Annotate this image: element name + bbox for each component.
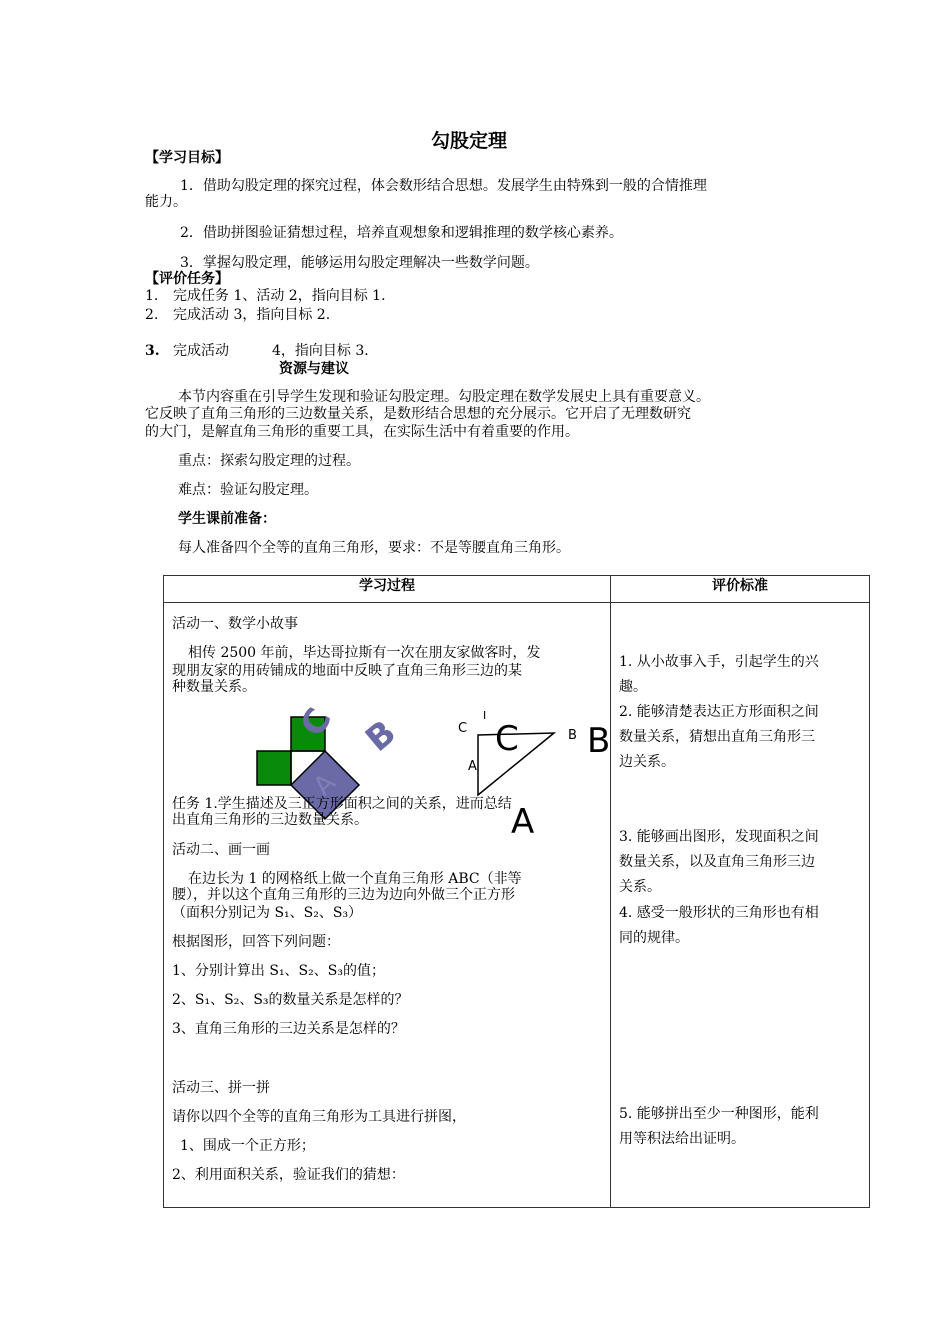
task-2-text: 完成活动 3，指向目标 2. bbox=[173, 307, 331, 323]
goals-heading: 【学习目标】 bbox=[145, 150, 229, 166]
task1-line1: 任务 1.学生描述及三正方形面积之间的关系，进而总结 bbox=[172, 796, 512, 812]
tasks-heading: 【评价任务】 bbox=[145, 271, 229, 287]
page-title: 勾股定理 bbox=[431, 130, 508, 152]
question-2: 2、S₁、S₂、S₃的数量关系是怎样的？ bbox=[172, 992, 409, 1008]
goal-2: 2．借助拼图验证猜想过程，培养直观想象和逻辑推理的数学核心素养。 bbox=[180, 225, 623, 241]
label-c-tri: C bbox=[495, 719, 519, 759]
criteria-2-line1: 2. 能够清楚表达正方形面积之间 bbox=[619, 704, 819, 720]
tick-mark: I bbox=[483, 709, 487, 722]
prep-heading: 学生课前准备： bbox=[178, 511, 276, 527]
green-square-left bbox=[257, 751, 291, 785]
draw-line3: （面积分别记为 S₁、S₂、S₃） bbox=[172, 905, 363, 921]
activity1-title: 活动一、数学小故事 bbox=[172, 616, 298, 632]
criteria-5-line1: 5. 能够拼出至少一种图形，能利 bbox=[619, 1106, 819, 1122]
criteria-5-line2: 用等积法给出证明。 bbox=[619, 1131, 745, 1147]
prep-text: 每人准备四个全等的直角三角形，要求：不是等腰直角三角形。 bbox=[178, 540, 570, 556]
col-header-criteria: 评价标准 bbox=[611, 576, 870, 603]
story-line1: 相传 2500 年前，毕达哥拉斯有一次在朋友家做客时，发 bbox=[188, 645, 541, 661]
draw-line1: 在边长为 1 的网格纸上做一个直角三角形 ABC（非等 bbox=[188, 871, 522, 887]
label-c-big: C bbox=[292, 701, 340, 744]
task-2-num: 2. bbox=[145, 307, 159, 323]
label-a-bottom: A bbox=[511, 802, 535, 840]
activity3-title: 活动三、拼一拼 bbox=[172, 1080, 270, 1096]
task-3-text-a: 完成活动 bbox=[173, 343, 229, 359]
difficulty: 难点：验证勾股定理。 bbox=[178, 482, 318, 498]
label-a-small: A bbox=[468, 759, 477, 774]
resources-para-line1: 本节内容重在引导学生发现和验证勾股定理。勾股定理在数学发展史上具有重要意义。 bbox=[178, 389, 710, 405]
story-line3: 种数量关系。 bbox=[172, 679, 256, 695]
label-c-small: C bbox=[458, 721, 468, 736]
question-1: 1、分别计算出 S₁、S₂、S₃的值； bbox=[172, 963, 385, 979]
criteria-3-line1: 3. 能够画出图形，发现面积之间 bbox=[619, 829, 819, 845]
criteria-2-line2: 数量关系，猜想出直角三角形三 bbox=[619, 729, 815, 745]
goal-1-line1: 1．借助勾股定理的探究过程，体会数形结合思想。发展学生由特殊到一般的合情推理 bbox=[180, 178, 707, 194]
task-3-num: 3. bbox=[145, 343, 160, 359]
resources-heading: 资源与建议 bbox=[279, 361, 349, 377]
criteria-4-line1: 4. 感受一般形状的三角形也有相 bbox=[619, 905, 819, 921]
task-3-text-b: 4，指向目标 3. bbox=[272, 343, 369, 359]
task1-line2: 出直角三角形的三边数量关系。 bbox=[172, 812, 368, 828]
goal-3: 3．掌握勾股定理，能够运用勾股定理解决一些数学问题。 bbox=[180, 255, 539, 271]
key-point: 重点：探索勾股定理的过程。 bbox=[178, 453, 360, 469]
story-line2: 现朋友家的用砖铺成的地面中反映了直角三角形三边的某 bbox=[172, 663, 522, 679]
goal-1-line2: 能力。 bbox=[145, 194, 187, 210]
puzzle-item-1: 1、围成一个正方形； bbox=[180, 1138, 315, 1154]
activity2-title: 活动二、画一画 bbox=[172, 842, 270, 858]
criteria-2-line3: 边关系。 bbox=[619, 754, 675, 770]
col-header-process: 学习过程 bbox=[164, 576, 611, 603]
label-b-small: B bbox=[568, 728, 577, 743]
label-a-big: A bbox=[308, 768, 342, 802]
puzzle-line: 请你以四个全等的直角三角形为工具进行拼图， bbox=[172, 1109, 466, 1125]
label-b-edge: B bbox=[587, 721, 611, 761]
answer-prompt: 根据图形，回答下列问题： bbox=[172, 934, 340, 950]
puzzle-item-2: 2、利用面积关系，验证我们的猜想： bbox=[172, 1167, 405, 1183]
resources-para-line3: 的大门，是解直角三角形的重要工具，在实际生活中有着重要的作用。 bbox=[145, 424, 579, 440]
criteria-1-line1: 1. 从小故事入手，引起学生的兴 bbox=[619, 654, 819, 670]
question-3: 3、直角三角形的三边关系是怎样的？ bbox=[172, 1021, 405, 1037]
task-1-text: 完成任务 1、活动 2，指向目标 1. bbox=[173, 288, 386, 304]
task-1-num: 1. bbox=[145, 288, 159, 304]
criteria-4-line2: 同的规律。 bbox=[619, 930, 689, 946]
criteria-1-line2: 趣。 bbox=[619, 679, 647, 695]
criteria-3-line2: 数量关系，以及直角三角形三边 bbox=[619, 854, 815, 870]
resources-para-line2: 它反映了直角三角形的三边数量关系，是数形结合思想的充分展示。它开启了无理数研究 bbox=[145, 406, 691, 422]
label-b-big: B bbox=[358, 712, 404, 760]
draw-line2: 腰），并以这个直角三角形的三边为边向外做三个正方形 bbox=[172, 887, 515, 903]
criteria-3-line3: 关系。 bbox=[619, 879, 661, 895]
